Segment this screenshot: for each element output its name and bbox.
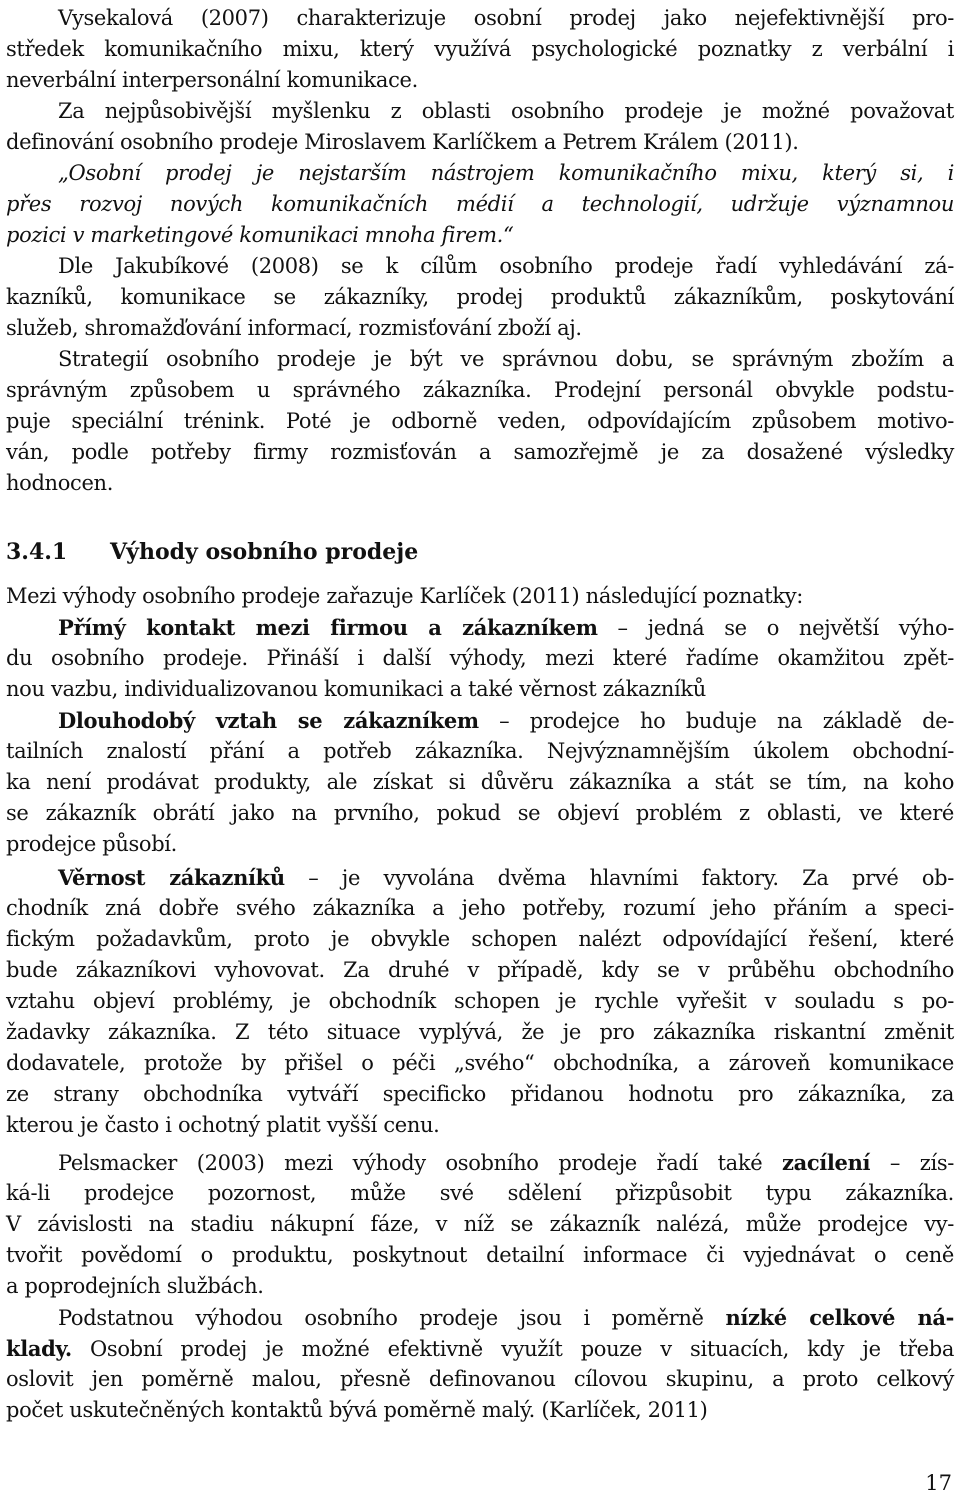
text-line: fickým požadavkům, proto je obvykle schopen nalézt odpovídající řešení, které: [6, 927, 954, 951]
text-line: žadavky zákazníka. Z této situace vyplývá, že je pro zákazníka riskantní změnit: [6, 1020, 954, 1044]
quote-line: pozici v marketingové komunikaci mnoha firem.“: [6, 223, 514, 247]
item-term: Věrnost zákazníků: [58, 865, 285, 890]
intro-line: Mezi výhody osobního prodeje zařazuje Karlíček (2011) následující poznatky:: [6, 584, 803, 608]
item-text: – jedná se o největší výho-: [597, 616, 954, 640]
text-line: se zákazník obrátí jako na prvního, pokud se objeví problém z oblasti, ve které: [6, 801, 954, 825]
item-first-line: [6, 705, 954, 736]
text-line: Strategií osobního prodeje je být ve správnou dobu, se správným zbožím a: [58, 347, 954, 371]
text-line: tvořit povědomí o produktu, poskytnout detailní informace či vyjednávat o ceně: [6, 1243, 954, 1267]
item-first-line: [6, 1147, 954, 1178]
item-term: zacílení: [782, 1150, 871, 1175]
item-text: Pelsmacker (2003) mezi výhody osobního prodeje řadí také: [58, 1151, 783, 1175]
page-number: 17: [925, 1471, 952, 1495]
text-line: tailních znalostí přání a potřeb zákazníka. Nejvýznamnějším úkolem obchodní-: [6, 739, 954, 763]
text-line: počet uskutečněných kontaktů bývá poměrně malý. (Karlíček, 2011): [6, 1398, 708, 1422]
section-heading: [6, 535, 954, 569]
item-term: klady.: [6, 1336, 72, 1361]
text-line: V závislosti na stadiu nákupní fáze, v níž se zákazník nalézá, může prodejce vy-: [6, 1212, 954, 1236]
item-first-line: [6, 862, 954, 893]
text-line: chodník zná dobře svého zákazníka a jeho potřeby, rozumí jeho přáním a speci-: [6, 896, 954, 920]
text-line: a poprodejních službách.: [6, 1274, 264, 1298]
text-line: puje speciální trénink. Poté je odborně veden, odpovídajícím způsobem motivo-: [6, 409, 954, 433]
item-term: Přímý kontakt mezi firmou a zákazníkem: [58, 615, 598, 640]
text-line: oslovit jen poměrně malou, přesně definovanou cílovou skupinu, a proto celkový: [6, 1367, 954, 1391]
text-line: ze strany obchodníka vytváří specificko přidanou hodnotu pro zákazníka, za: [6, 1082, 954, 1106]
item-text: – zís-: [870, 1151, 954, 1175]
text-line: služeb, shromažďování informací, rozmisťování zboží aj.: [6, 316, 582, 340]
item-term: nízké celkové ná-: [725, 1305, 954, 1330]
text-line: Vysekalová (2007) charakterizuje osobní prodej jako nejefektivnější pro-: [58, 6, 954, 30]
text-line: definování osobního prodeje Miroslavem Karlíčkem a Petrem Králem (2011).: [6, 130, 799, 154]
text-line: prodejce působí.: [6, 832, 177, 856]
item-text: Podstatnou výhodou osobního prodeje jsou i poměrně: [58, 1306, 726, 1330]
text-line: du osobního prodeje. Přináší i další výhody, mezi které řadíme okamžitou zpět-: [6, 646, 954, 670]
text-line: bude zákazníkovi vyhovovat. Za druhé v případě, kdy se v průběhu obchodního: [6, 958, 954, 982]
text-line: správným způsobem u správného zákazníka. Prodejní personál obvykle podstu-: [6, 378, 954, 402]
text-line: Dle Jakubíkové (2008) se k cílům osobního prodeje řadí vyhledávání zá-: [58, 254, 954, 278]
item-first-line: [6, 1302, 954, 1333]
item-text: – je vyvolána dvěma hlavními faktory. Za prvé ob-: [284, 866, 954, 890]
section-number: 3.4.1: [6, 539, 68, 565]
section-title: Výhody osobního prodeje: [110, 539, 419, 565]
item-term: Dlouhodobý vztah se zákazníkem: [58, 708, 479, 733]
text-line: nou vazbu, individualizovanou komunikaci a také věrnost zákazníků: [6, 677, 706, 701]
quote-line: „Osobní prodej je nejstarším nástrojem komunikačního mixu, který si, i: [58, 161, 954, 185]
text-line: středek komunikačního mixu, který využívá psychologické poznatky z verbální i: [6, 37, 954, 61]
text-line: dodavatele, protože by přišel o péči „svého“ obchodníka, a zároveň komunikace: [6, 1051, 954, 1075]
text-line: hodnocen.: [6, 471, 114, 495]
item-second-line: [6, 1333, 954, 1364]
text-line: kazníků, komunikace se zákazníky, prodej produktů zákazníkům, poskytování: [6, 285, 954, 309]
text-line: ván, podle potřeby firmy rozmisťován a samozřejmě je za dosažené výsledky: [6, 440, 954, 464]
text-line: ka není prodávat produkty, ale získat si důvěru zákazníka a stát se tím, na koho: [6, 770, 954, 794]
text-line: ká-li prodejce pozornost, může své sdělení přizpůsobit typu zákazníka.: [6, 1181, 954, 1205]
text-line: neverbální interpersonální komunikace.: [6, 68, 418, 92]
text-line: Za nejpůsobivější myšlenku z oblasti osobního prodeje je možné považovat: [58, 99, 954, 123]
text-line: vztahu objeví problémy, je obchodník schopen je rychle vyřešit v souladu s po-: [6, 989, 954, 1013]
item-first-line: [6, 612, 954, 643]
item-text: Osobní prodej je možné efektivně využít pouze v situacích, kdy je třeba: [71, 1337, 954, 1361]
text-line: kterou je často i ochotný platit vyšší cenu.: [6, 1113, 440, 1137]
quote-line: přes rozvoj nových komunikačních médií a technologií, udržuje významnou: [6, 192, 954, 216]
item-text: – prodejce ho buduje na základě de-: [478, 709, 954, 733]
